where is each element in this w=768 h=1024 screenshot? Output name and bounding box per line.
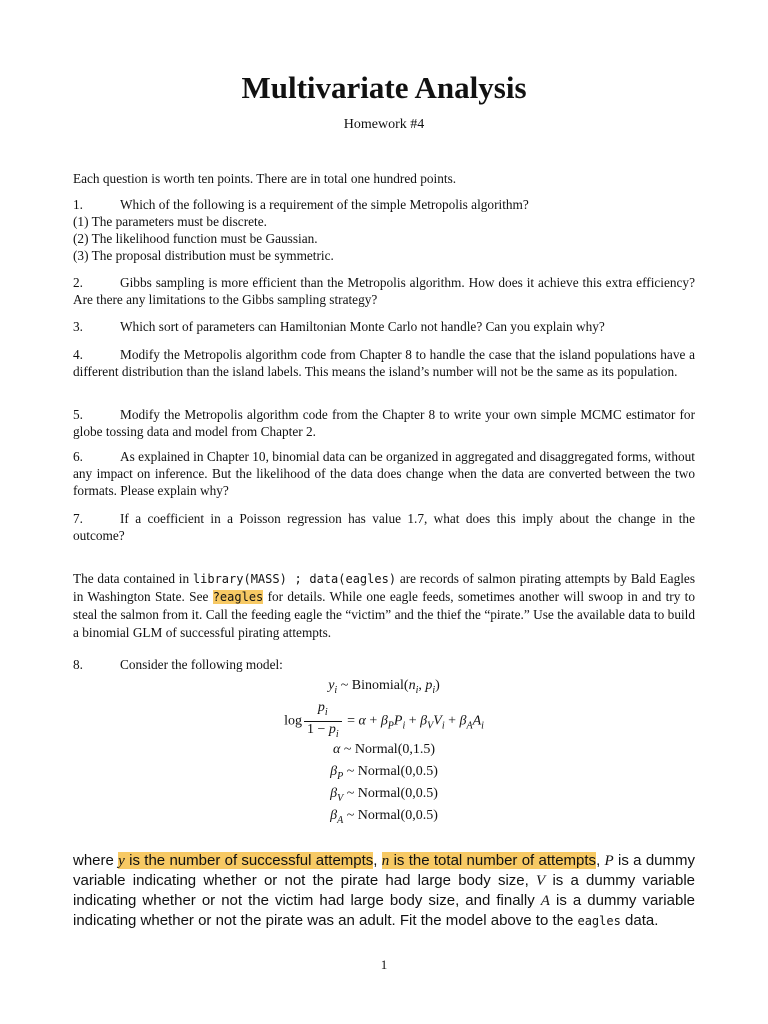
- q1-option-1: (1) The parameters must be discrete.: [73, 214, 267, 229]
- code-eagles: eagles: [577, 914, 621, 928]
- final-paragraph: where y is the number of successful attempts, n is the total number of attempts, P is a dummy variable indicating whether or not the pirate had large body size, V is a dummy variable indicating whether or not the victim had large body size, and finally A is a dummy variable indicating whether or not the pirate was an adult. Fit the model above to the eagles data.: [73, 852, 695, 929]
- q1-option-3: (3) The proposal distribution must be symmetric.: [73, 248, 334, 263]
- question-3: 3. Which sort of parameters can Hamiltonian Monte Carlo not handle? Can you explain why?: [73, 319, 605, 334]
- question-5: 5. Modify the Metropolis algorithm code from the Chapter 8 to write your own simple MCMC estimator for globe tossing data and model from Chapter 2.: [73, 407, 695, 439]
- question-4: 4. Modify the Metropolis algorithm code from Chapter 8 to handle the case that the island populations have a different distribution than the island labels. This means the island’s number will not be the same as its population.: [73, 347, 695, 379]
- link-equation: log $\frac{p_i}{1 - p_i}$ = $\alpha + \beta_PP_i + \beta_VV_i + \beta_AA_i$: [284, 700, 484, 740]
- document-title: Multivariate Analysis: [241, 70, 527, 105]
- question-7: 7. If a coefficient in a Poisson regression has value 1.7, what does this imply about the change in the outcome?: [73, 511, 695, 543]
- highlight-n-definition: n is the total number of attempts: [381, 852, 597, 869]
- question-6: 6. As explained in Chapter 10, binomial data can be organized in aggregated and disaggregated forms, without any impact on inference. But the likelihood of the data does change when the data are converted between the two formats. Please explain why?: [73, 449, 695, 498]
- code-library-mass: library(MASS) ; data(eagles): [192, 572, 397, 586]
- question-1: 1. Which of the following is a requirement of the simple Metropolis algorithm? (1) The parameters must be discrete. (2) The likelihood function must be Gaussian. (3) The proposal distribution must be symmetric.: [73, 196, 695, 264]
- question-2: 2. Gibbs sampling is more efficient than the Metropolis algorithm. How does it achieve this extra efficiency? Are there any limitations to the Gibbs sampling strategy?: [73, 275, 695, 307]
- q1-option-2: (2) The likelihood function must be Gaussian.: [73, 231, 318, 246]
- question-8: 8. Consider the following model:: [73, 657, 283, 672]
- prior-beta-v: $\beta_V$ ~ Normal(0,0.5): [330, 786, 438, 804]
- intro-paragraph: Each question is worth ten points. There are in total one hundred points.: [73, 171, 457, 186]
- eagles-paragraph: The data contained in library(MASS) ; data(eagles) are records of salmon pirating attempts by Bald Eagles in Washington State. See ?eagles for details. While one eagle feeds, sometimes another will swoop in and try to steal the salmon from it. Call the feeding eagle the “victim” and the thief the “pirate.” Use the available data to build a binomial GLM of successful pirating attempts.: [73, 571, 696, 640]
- prior-beta-a: $\beta_A$ ~ Normal(0,0.5): [330, 808, 438, 826]
- prior-alpha: α ~ Normal(0,1.5): [332, 742, 436, 757]
- likelihood-equation: $y_i$ ~ $Binomial(n_i$, $p_i$): [328, 678, 440, 696]
- page-number: 1: [380, 957, 388, 972]
- document-subtitle: Homework #4: [343, 117, 425, 132]
- prior-beta-p: $\beta_P$ ~ Normal(0,0.5): [330, 764, 438, 782]
- code-eagles-help: ?eagles: [212, 590, 264, 604]
- highlight-y-definition: y is the number of successful attempts: [118, 852, 374, 869]
